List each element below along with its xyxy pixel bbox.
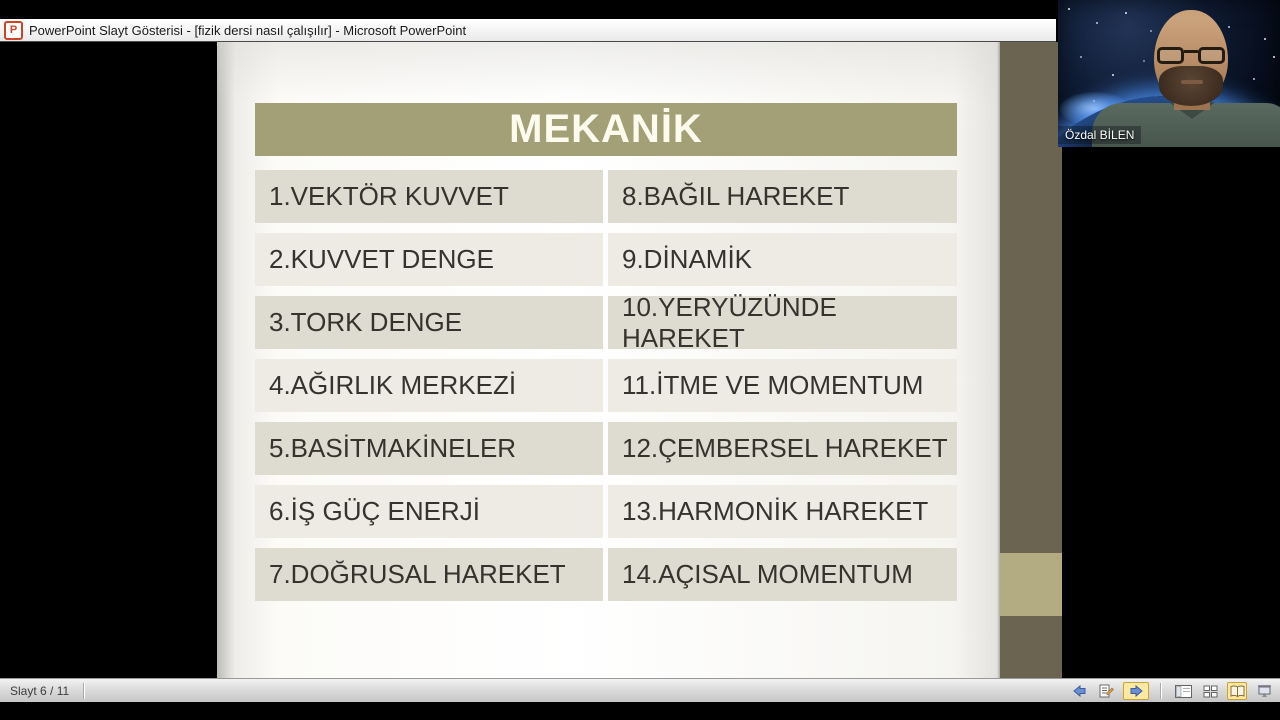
topic-item: 8.BAĞIL HAREKET bbox=[608, 170, 957, 223]
statusbar-controls bbox=[1069, 679, 1274, 703]
slide-design-accent bbox=[1000, 553, 1062, 616]
topic-item: 6.İŞ GÜÇ ENERJİ bbox=[255, 485, 603, 538]
topic-item: 10.YERYÜZÜNDE HAREKET bbox=[608, 296, 957, 349]
menu-notes-icon bbox=[1098, 684, 1114, 699]
next-slide-button[interactable] bbox=[1123, 682, 1149, 700]
topic-item: 4.AĞIRLIK MERKEZİ bbox=[255, 359, 603, 412]
left-arrow-icon bbox=[1072, 684, 1087, 698]
status-bar bbox=[0, 678, 1280, 702]
slide-design-strip bbox=[1000, 42, 1062, 678]
slide-sorter-view-icon bbox=[1203, 685, 1218, 698]
slide-title-banner bbox=[255, 103, 957, 156]
slide-show-view-icon bbox=[1257, 684, 1272, 698]
reading-view-icon bbox=[1230, 685, 1245, 698]
topic-item: 14.AÇISAL MOMENTUM bbox=[608, 548, 957, 601]
normal-view-icon bbox=[1175, 685, 1192, 698]
topic-item: 9.DİNAMİK bbox=[608, 233, 957, 286]
normal-view-button[interactable] bbox=[1173, 682, 1193, 700]
presenter-mouth bbox=[1181, 80, 1203, 84]
slide-area[interactable] bbox=[217, 42, 1000, 678]
slideshow-menu-button[interactable] bbox=[1096, 682, 1116, 700]
statusbar-divider bbox=[1160, 683, 1162, 699]
presenter-beard bbox=[1159, 66, 1223, 106]
window-titlebar[interactable] bbox=[0, 19, 1056, 42]
starfield-background bbox=[1068, 8, 1070, 10]
topic-item: 7.DOĞRUSAL HAREKET bbox=[255, 548, 603, 601]
topic-item: 11.İTME VE MOMENTUM bbox=[608, 359, 957, 412]
topic-item: 1.VEKTÖR KUVVET bbox=[255, 170, 603, 223]
topic-item: 12.ÇEMBERSEL HAREKET bbox=[608, 422, 957, 475]
participant-name-label: Özdal BİLEN bbox=[1058, 126, 1141, 144]
glasses-bridge bbox=[1184, 50, 1198, 53]
presenter-glasses bbox=[1157, 47, 1225, 67]
topic-item: 13.HARMONİK HAREKET bbox=[608, 485, 957, 538]
right-arrow-icon bbox=[1129, 684, 1144, 698]
slide-title: MEKANİK bbox=[509, 107, 703, 151]
topic-item: 3.TORK DENGE bbox=[255, 296, 603, 349]
window-title: PowerPoint Slayt Gösterisi - [fizik dersi nasıl çalışılır] - Microsoft PowerPoint bbox=[29, 22, 467, 38]
glasses-left-lens bbox=[1157, 47, 1184, 64]
powerpoint-app-icon: P bbox=[4, 21, 23, 40]
statusbar-divider bbox=[83, 683, 85, 699]
slide-sorter-view-button[interactable] bbox=[1200, 682, 1220, 700]
topic-item: 5.BASİTMAKİNELER bbox=[255, 422, 603, 475]
reading-view-button[interactable] bbox=[1227, 682, 1247, 700]
previous-slide-button[interactable] bbox=[1069, 682, 1089, 700]
slide-counter: Slayt 6 / 11 bbox=[10, 683, 70, 698]
webcam-overlay[interactable] bbox=[1058, 0, 1280, 147]
glasses-right-lens bbox=[1198, 47, 1225, 64]
slide-show-view-button[interactable] bbox=[1254, 682, 1274, 700]
topic-item: 2.KUVVET DENGE bbox=[255, 233, 603, 286]
topics-table bbox=[255, 170, 957, 601]
